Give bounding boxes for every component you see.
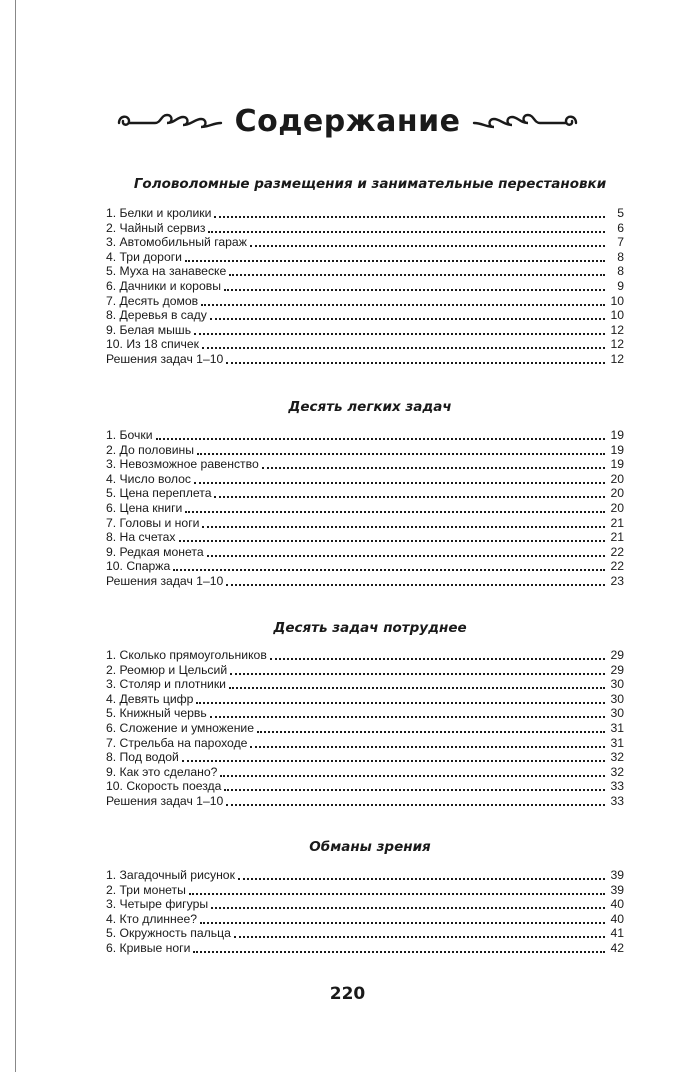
dot-leader [214,208,605,218]
toc-entry-label: 10. Из 18 спичек [106,337,199,352]
toc-entry-label: 4. Три дороги [106,249,182,264]
dot-leader [202,339,605,349]
toc-entry-label: Решения задач 1–10 [106,793,224,808]
toc-entry-label: 3. Автомобильный гараж [106,235,247,250]
section-heading: Десять легких задач [288,399,452,415]
toc-entry-page: 12 [610,337,624,352]
toc-entry-label: 1. Бочки [106,428,153,442]
dot-leader [257,723,605,733]
toc-entry [106,530,624,545]
toc-entry [106,279,624,294]
title-block [0,96,695,146]
toc-entry-label: 3. Невозможное равенство [106,457,259,472]
toc-entry-label: 6. Цена книги [106,500,183,515]
toc-entry-label: 2. Чайный сервиз [106,220,206,235]
toc-entry-page: 6 [617,220,624,235]
dot-leader [182,752,605,762]
dot-leader [238,870,605,880]
dot-leader [200,914,605,924]
toc-entry [106,501,624,516]
toc-entry-label: 2. Реомюр и Цельсий [106,662,228,677]
left-flourish-icon [115,107,225,135]
toc-entry-page: 29 [610,648,624,662]
toc-entry [106,750,624,765]
toc-entry [106,337,624,352]
toc-entry-page: 7 [617,235,624,250]
toc-entry [106,912,624,927]
toc-entry [106,897,624,912]
toc-entry-page: 12 [610,322,624,337]
toc-entry [106,663,624,678]
toc-entry-label: 5. Муха на занавеске [106,264,227,279]
dot-leader [230,665,605,675]
dot-leader [262,459,605,469]
toc-entry-label: 1. Белки и кролики [106,206,212,220]
toc-entry [106,736,624,751]
toc-entry [106,457,624,472]
toc-entry-page: 20 [610,486,624,501]
toc-entry-page: 31 [610,720,624,735]
dot-leader [224,781,605,791]
toc-entry-page: 32 [610,764,624,779]
toc-entry-page: 22 [610,559,624,574]
toc-entry-page: 19 [610,442,624,457]
right-flourish-icon [470,107,580,135]
toc-entry-label: 1. Сколько прямоугольников [106,648,267,662]
dot-leader [201,296,605,306]
section-heading: Десять задач потруднее [273,620,467,636]
toc-entry [106,545,624,560]
toc-entry-label: 5. Цена переплета [106,486,212,501]
toc-entry-page: 30 [610,691,624,706]
dot-leader [202,518,605,528]
toc-entry-label: 6. Дачники и коровы [106,278,221,293]
toc-entry-label: 7. Стрельба на пароходе [106,735,248,750]
toc-entry [106,941,624,956]
toc-entry-page: 19 [610,457,624,472]
toc-entry [106,516,624,531]
dot-leader [226,796,605,806]
dot-leader [207,547,605,557]
toc-entry-page: 23 [610,573,624,588]
dot-leader [226,354,605,364]
toc-entry-label: 9. Белая мышь [106,322,192,337]
toc-entry-page: 5 [617,206,624,220]
toc-entry [106,794,624,809]
toc-entry [106,721,624,736]
toc-entry-page: 39 [610,882,624,897]
dot-leader [194,325,605,335]
toc-entry-label: Решения задач 1–10 [106,351,224,366]
toc-entry-page: 29 [610,662,624,677]
dot-leader [229,679,605,689]
dot-leader [250,738,605,748]
toc-entry [106,559,624,574]
toc-list [106,648,624,809]
section-heading: Обманы зрения [309,839,431,855]
toc-entry-label: 7. Десять домов [106,293,199,308]
toc-entry-label: 9. Как это сделано? [106,764,218,779]
toc-entry-label: 3. Столяр и плотники [106,677,226,692]
toc-entry-label: 4. Число волос [106,471,191,486]
toc-entry-page: 8 [617,249,624,264]
toc-entry-page: 31 [610,735,624,750]
toc-list [106,206,624,367]
toc-entry [106,765,624,780]
toc-list [106,428,624,589]
toc-entry-page: 19 [610,428,624,442]
toc-entry-page: 9 [617,278,624,293]
dot-leader [156,430,605,440]
toc-entry [106,692,624,707]
toc-entry [106,868,624,883]
toc-entry [106,486,624,501]
toc-entry-page: 10 [610,308,624,323]
dot-leader [179,532,605,542]
dot-leader [208,223,605,233]
dot-leader [234,928,605,938]
toc-entry [106,250,624,265]
toc-entry [106,206,624,221]
dot-leader [229,266,605,276]
toc-entry [106,779,624,794]
toc-entry [106,443,624,458]
toc-entry-page: 12 [610,351,624,366]
toc-entry [106,323,624,338]
toc-entry-label: 2. До половины [106,442,195,457]
toc-entry-label: 5. Книжный червь [106,706,207,721]
toc-entry-page: 30 [610,677,624,692]
dot-leader [193,943,605,953]
toc-entry-label: 1. Загадочный рисунок [106,868,235,882]
page-number: 220 [329,984,366,1004]
dot-leader [270,650,605,660]
toc-entry-label: 8. На счетах [106,530,176,545]
toc-entry-page: 21 [610,530,624,545]
toc-entry-page: 33 [610,793,624,808]
toc-entry-page: 22 [610,544,624,559]
toc-entry-page: 41 [610,926,624,941]
section-heading: Головоломные размещения и занимательные перестановки [133,176,607,192]
toc-entry [106,264,624,279]
toc-entry-page: 40 [610,911,624,926]
toc-entry-label: 10. Скорость поезда [106,779,222,794]
dot-leader [185,252,605,262]
toc-entry-page: 32 [610,750,624,765]
toc-entry [106,221,624,236]
toc-entry-label: 4. Девять цифр [106,691,194,706]
toc-entry [106,472,624,487]
toc-entry [106,308,624,323]
dot-leader [210,310,605,320]
toc-entry [106,883,624,898]
toc-entry-label: 7. Головы и ноги [106,515,200,530]
dot-leader [220,767,605,777]
toc-entry-page: 20 [610,471,624,486]
toc-entry-label: 8. Под водой [106,750,179,765]
toc-entry [106,352,624,367]
toc-entry-label: 10. Спаржа [106,559,171,574]
toc-entry [106,235,624,250]
toc-entry [106,677,624,692]
toc-entry-page: 10 [610,293,624,308]
dot-leader [194,474,605,484]
dot-leader [197,445,605,455]
toc-entry-page: 21 [610,515,624,530]
toc-entry-page: 39 [610,868,624,882]
toc-entry-label: 6. Кривые ноги [106,940,191,955]
toc-entry-label: 6. Сложение и умножение [106,720,255,735]
dot-leader [211,899,605,909]
toc-entry-label: 9. Редкая монета [106,544,204,559]
toc-entry-page: 33 [610,779,624,794]
toc-entry [106,706,624,721]
toc-entry-label: 2. Три монеты [106,882,186,897]
toc-entry [106,294,624,309]
toc-entry-page: 20 [610,500,624,515]
toc-entry-page: 40 [610,897,624,912]
toc-entry-label: 8. Деревья в саду [106,308,207,323]
toc-entry [106,926,624,941]
toc-entry [106,648,624,663]
toc-entry-label: Решения задач 1–10 [106,573,224,588]
toc-entry-page: 30 [610,706,624,721]
page-title: Содержание [234,103,461,139]
toc-list [106,868,624,956]
dot-leader [224,281,605,291]
toc-entry-page: 8 [617,264,624,279]
dot-leader [226,576,605,586]
toc-entry-label: 5. Окружность пальца [106,926,231,941]
toc-entry-label: 4. Кто длиннее? [106,911,198,926]
dot-leader [250,237,605,247]
toc-entry [106,428,624,443]
dot-leader [196,694,605,704]
toc-entry [106,574,624,589]
dot-leader [185,503,605,513]
page-edge-line [15,0,16,1072]
dot-leader [173,561,605,571]
dot-leader [214,488,605,498]
toc-entry-page: 42 [610,940,624,955]
dot-leader [189,885,605,895]
toc-entry-label: 3. Четыре фигуры [106,897,209,912]
dot-leader [210,708,605,718]
